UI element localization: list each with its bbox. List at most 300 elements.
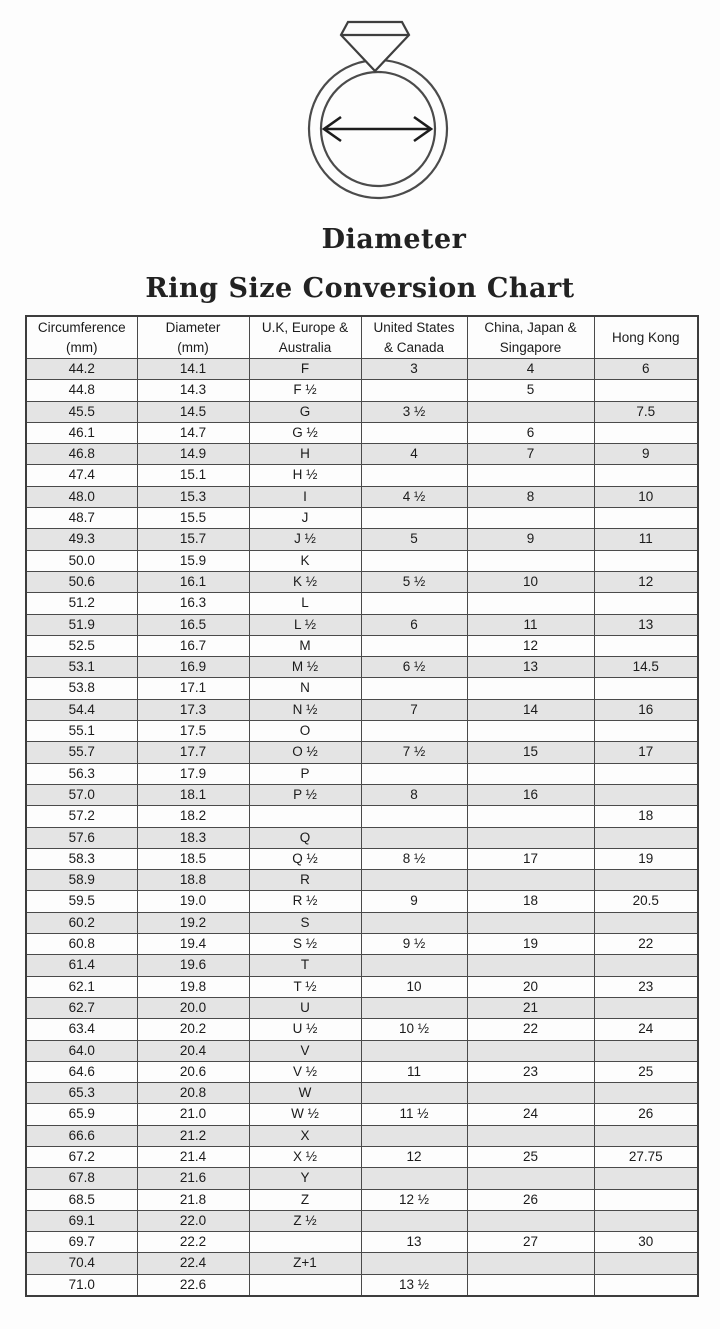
table-cell: 18.2 — [137, 806, 249, 827]
table-cell: 20.0 — [137, 997, 249, 1018]
table-cell: 15.3 — [137, 486, 249, 507]
table-cell — [361, 380, 467, 401]
table-cell: G ½ — [249, 422, 361, 443]
table-cell: 26 — [467, 1189, 594, 1210]
table-cell — [594, 870, 698, 891]
table-cell: 51.2 — [26, 593, 137, 614]
table-cell: 22 — [594, 934, 698, 955]
table-cell — [361, 1168, 467, 1189]
table-cell: 10 ½ — [361, 1019, 467, 1040]
table-cell: 19.0 — [137, 891, 249, 912]
table-cell: 62.1 — [26, 976, 137, 997]
table-cell: 46.8 — [26, 444, 137, 465]
table-cell: 18.1 — [137, 784, 249, 805]
table-row — [26, 1189, 698, 1210]
table-cell — [361, 955, 467, 976]
table-cell: 13 — [467, 657, 594, 678]
table-cell: 19.8 — [137, 976, 249, 997]
table-row — [26, 401, 698, 422]
table-cell: 18.5 — [137, 848, 249, 869]
table-row — [26, 1104, 698, 1125]
table-cell: 54.4 — [26, 699, 137, 720]
table-cell: 48.7 — [26, 508, 137, 529]
table-row — [26, 422, 698, 443]
table-cell — [467, 827, 594, 848]
table-cell: 5 — [361, 529, 467, 550]
table-cell: 56.3 — [26, 763, 137, 784]
table-cell: S — [249, 912, 361, 933]
table-cell: Z ½ — [249, 1210, 361, 1231]
table-cell: 14.3 — [137, 380, 249, 401]
table-cell: 57.6 — [26, 827, 137, 848]
table-cell: 55.1 — [26, 721, 137, 742]
table-cell: U — [249, 997, 361, 1018]
table-cell: 14 — [467, 699, 594, 720]
table-cell: 19 — [467, 934, 594, 955]
table-cell: 60.8 — [26, 934, 137, 955]
table-cell: 9 ½ — [361, 934, 467, 955]
table-cell: 20.5 — [594, 891, 698, 912]
table-cell — [361, 465, 467, 486]
table-row — [26, 955, 698, 976]
table-cell: 8 ½ — [361, 848, 467, 869]
table-cell: 22.6 — [137, 1274, 249, 1296]
table-cell: J — [249, 508, 361, 529]
table-row — [26, 657, 698, 678]
table-cell: 6 ½ — [361, 657, 467, 678]
table-row — [26, 614, 698, 635]
table-cell: 11 — [594, 529, 698, 550]
table-cell: O — [249, 721, 361, 742]
table-cell: 67.8 — [26, 1168, 137, 1189]
table-cell: 69.7 — [26, 1232, 137, 1253]
table-cell — [467, 1274, 594, 1296]
table-cell: 61.4 — [26, 955, 137, 976]
table-cell: 27 — [467, 1232, 594, 1253]
table-row — [26, 1168, 698, 1189]
table-cell — [361, 1040, 467, 1061]
table-cell: 68.5 — [26, 1189, 137, 1210]
table-cell: 19 — [594, 848, 698, 869]
table-cell — [594, 721, 698, 742]
table-cell: 50.0 — [26, 550, 137, 571]
table-cell — [594, 593, 698, 614]
table-cell: 13 — [361, 1232, 467, 1253]
table-cell: G — [249, 401, 361, 422]
table-cell: 9 — [467, 529, 594, 550]
table-cell: 16 — [467, 784, 594, 805]
table-cell: 16.9 — [137, 657, 249, 678]
table-cell: U ½ — [249, 1019, 361, 1040]
table-cell: 14.1 — [137, 359, 249, 380]
table-cell: H — [249, 444, 361, 465]
table-cell: 13 ½ — [361, 1274, 467, 1296]
table-cell — [594, 1125, 698, 1146]
table-row — [26, 380, 698, 401]
table-row — [26, 742, 698, 763]
table-cell: 17.7 — [137, 742, 249, 763]
table-cell: 58.3 — [26, 848, 137, 869]
table-cell: 21.8 — [137, 1189, 249, 1210]
table-header-cell: United States & Canada — [361, 316, 467, 359]
table-row — [26, 1019, 698, 1040]
table-cell: 23 — [467, 1061, 594, 1082]
table-row — [26, 721, 698, 742]
table-cell: 17.3 — [137, 699, 249, 720]
table-cell: 48.0 — [26, 486, 137, 507]
table-cell: 7 ½ — [361, 742, 467, 763]
table-cell: 44.8 — [26, 380, 137, 401]
table-cell — [467, 593, 594, 614]
table-cell: 24 — [467, 1104, 594, 1125]
table-cell — [594, 1210, 698, 1231]
table-cell: 25 — [594, 1061, 698, 1082]
table-header-cell: China, Japan & Singapore — [467, 316, 594, 359]
table-cell: 45.5 — [26, 401, 137, 422]
table-cell — [361, 635, 467, 656]
diameter-label: Diameter — [321, 224, 467, 255]
table-cell: L — [249, 593, 361, 614]
table-cell — [467, 1125, 594, 1146]
table-cell: P ½ — [249, 784, 361, 805]
table-cell: 65.9 — [26, 1104, 137, 1125]
table-row — [26, 1232, 698, 1253]
table-cell: 20.4 — [137, 1040, 249, 1061]
table-cell: 12 — [361, 1146, 467, 1167]
table-cell: 15.1 — [137, 465, 249, 486]
table-cell: 14.9 — [137, 444, 249, 465]
table-cell: 51.9 — [26, 614, 137, 635]
table-cell: 60.2 — [26, 912, 137, 933]
table-cell: 16 — [594, 699, 698, 720]
table-cell: X — [249, 1125, 361, 1146]
table-cell — [594, 1253, 698, 1274]
table-cell: 11 — [467, 614, 594, 635]
table-cell: 67.2 — [26, 1146, 137, 1167]
table-cell: 4 — [361, 444, 467, 465]
ring-with-diamond-icon — [0, 0, 720, 212]
table-cell: 14.5 — [594, 657, 698, 678]
table-cell: 17 — [467, 848, 594, 869]
table-header-cell: U.K, Europe & Australia — [249, 316, 361, 359]
table-row — [26, 997, 698, 1018]
table-cell: 4 — [467, 359, 594, 380]
table-cell: M ½ — [249, 657, 361, 678]
table-cell: 7 — [467, 444, 594, 465]
table-cell — [594, 422, 698, 443]
table-row — [26, 1061, 698, 1082]
table-row — [26, 1274, 698, 1296]
table-cell: 21.6 — [137, 1168, 249, 1189]
table-row — [26, 763, 698, 784]
table-cell: 11 ½ — [361, 1104, 467, 1125]
table-row — [26, 827, 698, 848]
table-cell: 46.1 — [26, 422, 137, 443]
table-cell: V — [249, 1040, 361, 1061]
table-cell: 58.9 — [26, 870, 137, 891]
table-cell — [361, 678, 467, 699]
table-row — [26, 678, 698, 699]
table-cell: L ½ — [249, 614, 361, 635]
table-cell — [467, 721, 594, 742]
table-cell — [361, 550, 467, 571]
table-row — [26, 912, 698, 933]
table-cell: 12 — [594, 571, 698, 592]
table-cell — [361, 763, 467, 784]
table-cell — [467, 401, 594, 422]
table-cell — [361, 997, 467, 1018]
table-cell: J ½ — [249, 529, 361, 550]
table-cell: 3 ½ — [361, 401, 467, 422]
table-cell — [361, 912, 467, 933]
table-cell: F ½ — [249, 380, 361, 401]
table-cell: 13 — [594, 614, 698, 635]
table-row — [26, 1040, 698, 1061]
table-cell: 64.0 — [26, 1040, 137, 1061]
table-cell — [594, 763, 698, 784]
table-cell: 49.3 — [26, 529, 137, 550]
table-cell: 22 — [467, 1019, 594, 1040]
table-cell: Z+1 — [249, 1253, 361, 1274]
table-cell: I — [249, 486, 361, 507]
ring-size-table — [25, 315, 699, 1297]
table-cell: R ½ — [249, 891, 361, 912]
table-cell: 22.2 — [137, 1232, 249, 1253]
table-cell: 17.9 — [137, 763, 249, 784]
table-cell — [467, 1253, 594, 1274]
table-cell — [361, 1125, 467, 1146]
table-cell — [361, 593, 467, 614]
table-cell — [467, 955, 594, 976]
table-cell: 55.7 — [26, 742, 137, 763]
table-cell: T ½ — [249, 976, 361, 997]
diameter-double-arrow-icon — [324, 117, 431, 141]
table-cell — [594, 380, 698, 401]
table-cell: W — [249, 1083, 361, 1104]
table-cell: 8 — [361, 784, 467, 805]
table-cell: W ½ — [249, 1104, 361, 1125]
table-cell: 65.3 — [26, 1083, 137, 1104]
table-cell: N ½ — [249, 699, 361, 720]
table-cell: 21 — [467, 997, 594, 1018]
table-header-cell: Circumference (mm) — [26, 316, 137, 359]
table-cell — [594, 465, 698, 486]
table-cell: 14.5 — [137, 401, 249, 422]
table-cell — [467, 508, 594, 529]
table-cell: 19.4 — [137, 934, 249, 955]
table-cell: 30 — [594, 1232, 698, 1253]
table-cell: 69.1 — [26, 1210, 137, 1231]
table-cell: X ½ — [249, 1146, 361, 1167]
table-row — [26, 699, 698, 720]
table-cell: 22.0 — [137, 1210, 249, 1231]
table-cell — [594, 912, 698, 933]
table-cell: 12 ½ — [361, 1189, 467, 1210]
table-cell: 15.5 — [137, 508, 249, 529]
table-row — [26, 550, 698, 571]
table-cell: 16.5 — [137, 614, 249, 635]
table-row — [26, 359, 698, 380]
table-cell: K — [249, 550, 361, 571]
table-cell: 6 — [467, 422, 594, 443]
table-cell: 15.9 — [137, 550, 249, 571]
table-row — [26, 1253, 698, 1274]
table-cell: 27.75 — [594, 1146, 698, 1167]
table-cell: 15.7 — [137, 529, 249, 550]
table-row — [26, 1146, 698, 1167]
table-cell — [467, 1210, 594, 1231]
table-cell — [594, 635, 698, 656]
table-cell: 21.4 — [137, 1146, 249, 1167]
table-cell: 18 — [467, 891, 594, 912]
table-cell: K ½ — [249, 571, 361, 592]
table-cell: 5 ½ — [361, 571, 467, 592]
table-row — [26, 635, 698, 656]
table-cell: N — [249, 678, 361, 699]
table-cell — [361, 508, 467, 529]
table-row — [26, 976, 698, 997]
table-row — [26, 593, 698, 614]
table-cell: P — [249, 763, 361, 784]
table-cell — [467, 763, 594, 784]
table-cell: V ½ — [249, 1061, 361, 1082]
table-cell: 11 — [361, 1061, 467, 1082]
table-cell: 21.0 — [137, 1104, 249, 1125]
table-head — [26, 316, 698, 359]
table-cell — [467, 870, 594, 891]
table-cell: 66.6 — [26, 1125, 137, 1146]
table-cell — [594, 678, 698, 699]
table-cell: 18.8 — [137, 870, 249, 891]
table-cell: 18.3 — [137, 827, 249, 848]
table-cell — [361, 1083, 467, 1104]
table-cell: 20.6 — [137, 1061, 249, 1082]
table-row — [26, 848, 698, 869]
table-cell: H ½ — [249, 465, 361, 486]
table-cell — [594, 1274, 698, 1296]
table-cell: 16.1 — [137, 571, 249, 592]
table-cell — [594, 1189, 698, 1210]
table-cell: R — [249, 870, 361, 891]
table-cell: 26 — [594, 1104, 698, 1125]
table-cell: 23 — [594, 976, 698, 997]
table-cell — [594, 784, 698, 805]
table-cell: 24 — [594, 1019, 698, 1040]
table-cell — [594, 508, 698, 529]
table-row — [26, 891, 698, 912]
table-cell — [594, 1040, 698, 1061]
table-cell: 20.8 — [137, 1083, 249, 1104]
table-cell: 17 — [594, 742, 698, 763]
table-cell: 20 — [467, 976, 594, 997]
table-cell: 10 — [361, 976, 467, 997]
table-cell: 12 — [467, 635, 594, 656]
table-cell: 22.4 — [137, 1253, 249, 1274]
table-cell: 5 — [467, 380, 594, 401]
table-cell: 63.4 — [26, 1019, 137, 1040]
table-cell — [361, 827, 467, 848]
table-cell — [361, 870, 467, 891]
table-cell — [594, 550, 698, 571]
table-row — [26, 784, 698, 805]
table-cell: 57.0 — [26, 784, 137, 805]
table-cell — [594, 827, 698, 848]
table-cell: 70.4 — [26, 1253, 137, 1274]
table-cell: 53.8 — [26, 678, 137, 699]
page-title: Ring Size Conversion Chart — [145, 273, 575, 304]
table-cell: 57.2 — [26, 806, 137, 827]
table-cell: 20.2 — [137, 1019, 249, 1040]
table-row — [26, 806, 698, 827]
table-header-cell: Hong Kong — [594, 316, 698, 359]
table-cell: 19.6 — [137, 955, 249, 976]
table-cell — [467, 465, 594, 486]
table-cell — [467, 1083, 594, 1104]
table-cell: 9 — [361, 891, 467, 912]
table-cell: 6 — [594, 359, 698, 380]
table-cell — [594, 955, 698, 976]
table-header-cell: Diameter (mm) — [137, 316, 249, 359]
table-cell — [249, 1274, 361, 1296]
table-cell: 17.5 — [137, 721, 249, 742]
table-cell: Q — [249, 827, 361, 848]
table-row — [26, 486, 698, 507]
table-cell: 17.1 — [137, 678, 249, 699]
table-cell — [467, 1168, 594, 1189]
table-header-row — [26, 316, 698, 359]
table-cell — [361, 422, 467, 443]
table-cell: M — [249, 635, 361, 656]
table-cell: 7 — [361, 699, 467, 720]
table-cell — [467, 912, 594, 933]
table-container — [25, 315, 697, 1297]
table-cell — [361, 1210, 467, 1231]
table-cell: O ½ — [249, 742, 361, 763]
table-cell: 19.2 — [137, 912, 249, 933]
table-cell — [361, 721, 467, 742]
table-cell: 53.1 — [26, 657, 137, 678]
table-cell: 16.3 — [137, 593, 249, 614]
table-cell: 18 — [594, 806, 698, 827]
table-cell: 52.5 — [26, 635, 137, 656]
table-row — [26, 870, 698, 891]
table-cell: 59.5 — [26, 891, 137, 912]
table-cell: Q ½ — [249, 848, 361, 869]
table-cell: 16.7 — [137, 635, 249, 656]
table-row — [26, 934, 698, 955]
table-cell: 50.6 — [26, 571, 137, 592]
table-cell: 9 — [594, 444, 698, 465]
table-cell — [249, 806, 361, 827]
table-row — [26, 529, 698, 550]
table-cell — [467, 550, 594, 571]
table-cell: 4 ½ — [361, 486, 467, 507]
table-cell — [361, 1253, 467, 1274]
table-cell: 14.7 — [137, 422, 249, 443]
table-cell — [249, 1232, 361, 1253]
table-cell: 7.5 — [594, 401, 698, 422]
table-cell: S ½ — [249, 934, 361, 955]
table-cell: F — [249, 359, 361, 380]
table-cell — [361, 806, 467, 827]
table-cell: 15 — [467, 742, 594, 763]
table-cell: 10 — [594, 486, 698, 507]
table-row — [26, 1210, 698, 1231]
table-cell — [467, 678, 594, 699]
table-cell: Y — [249, 1168, 361, 1189]
table-cell: 71.0 — [26, 1274, 137, 1296]
table-row — [26, 444, 698, 465]
